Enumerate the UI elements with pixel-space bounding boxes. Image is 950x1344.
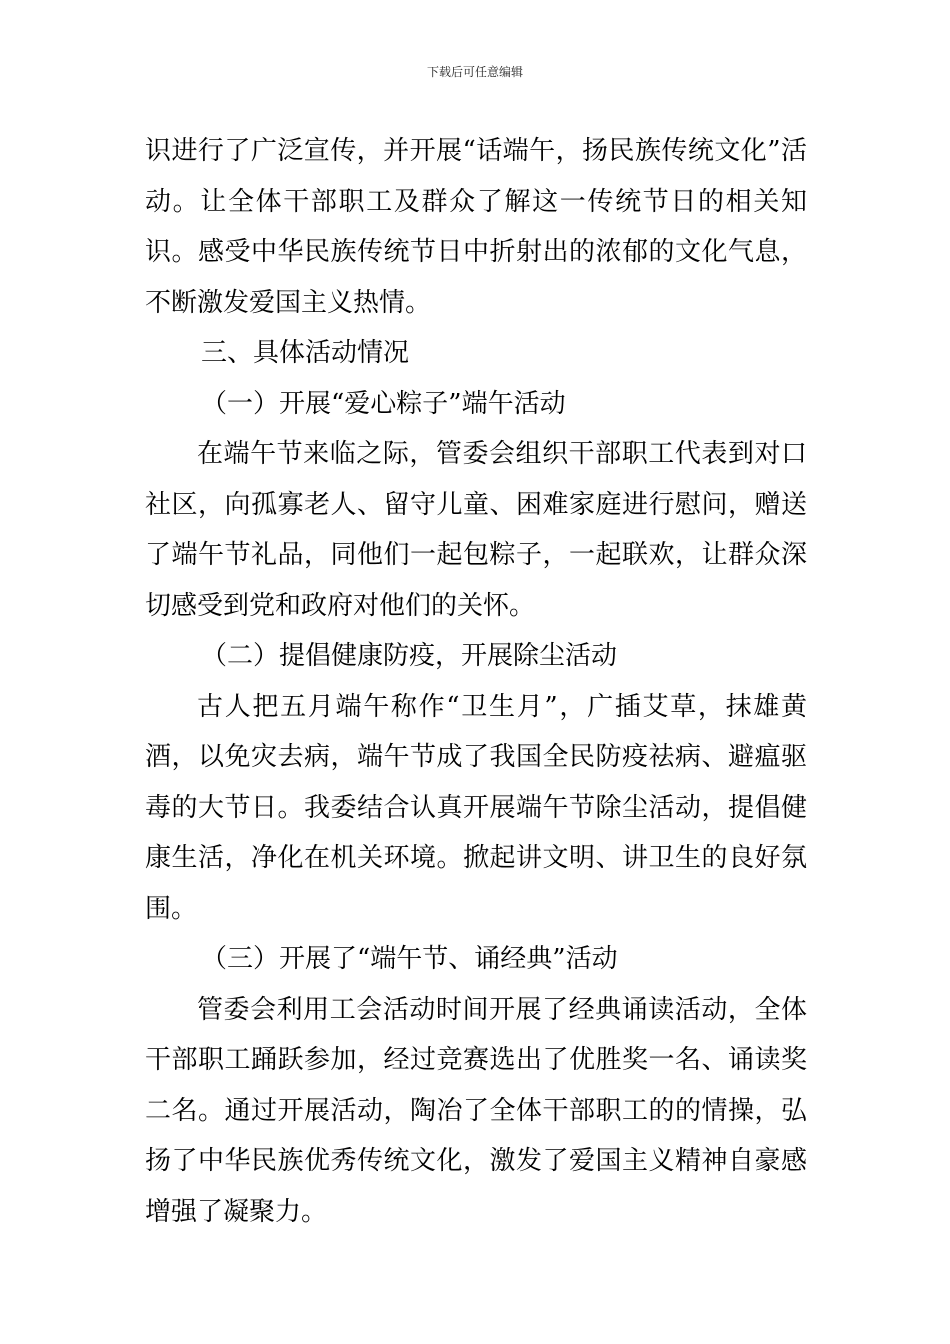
paragraph-1: 识进行了广泛宣传，并开展“话端午，扬民族传统文化”活动。让全体干部职工及群众了解这一传统节日的相关知识。感受中华民族传统节日中折射出的浓郁的文化气息，不断激发爱国主义热情。	[145, 136, 807, 318]
paragraph-4: 管委会利用工会活动时间开展了经典诵读活动，全体干部职工踊跃参加，经过竞赛选出了优胜奖一名、诵读奖二名。通过开展活动，陶冶了全体干部职工的的情操，弘扬了中华民族优秀传统文化，激发了爱国主义精神自豪感增强了凝聚力。	[145, 994, 807, 1227]
subheading-2: （二）提倡健康防疫，开展除尘活动	[201, 641, 618, 671]
paragraph-2: 在端午节来临之际，管委会组织干部职工代表到对口社区，向孤寡老人、留守儿童、困难家庭进行慰问，赠送了端午节礼品，同他们一起包粽子，一起联欢，让群众深切感受到党和政府对他们的关怀。	[145, 439, 807, 621]
section-heading-3: 三、具体活动情况	[201, 338, 410, 368]
page-header-note: 下载后可任意编辑	[426, 65, 523, 79]
document-body	[145, 126, 807, 1237]
subheading-1: （一）开展“爱心粽子”端午活动	[201, 388, 566, 419]
paragraph-3: 古人把五月端午称作“卫生月”，广插艾草，抹雄黄酒，以免灾去病，端午节成了我国全民防疫祛病、避瘟驱毒的大节日。我委结合认真开展端午节除尘活动，提倡健康生活，净化在机关环境。掀起讲文明、讲卫生的良好氛围。	[145, 691, 807, 924]
subheading-3: （三）开展了“端午节、诵经典”活动	[201, 944, 618, 974]
